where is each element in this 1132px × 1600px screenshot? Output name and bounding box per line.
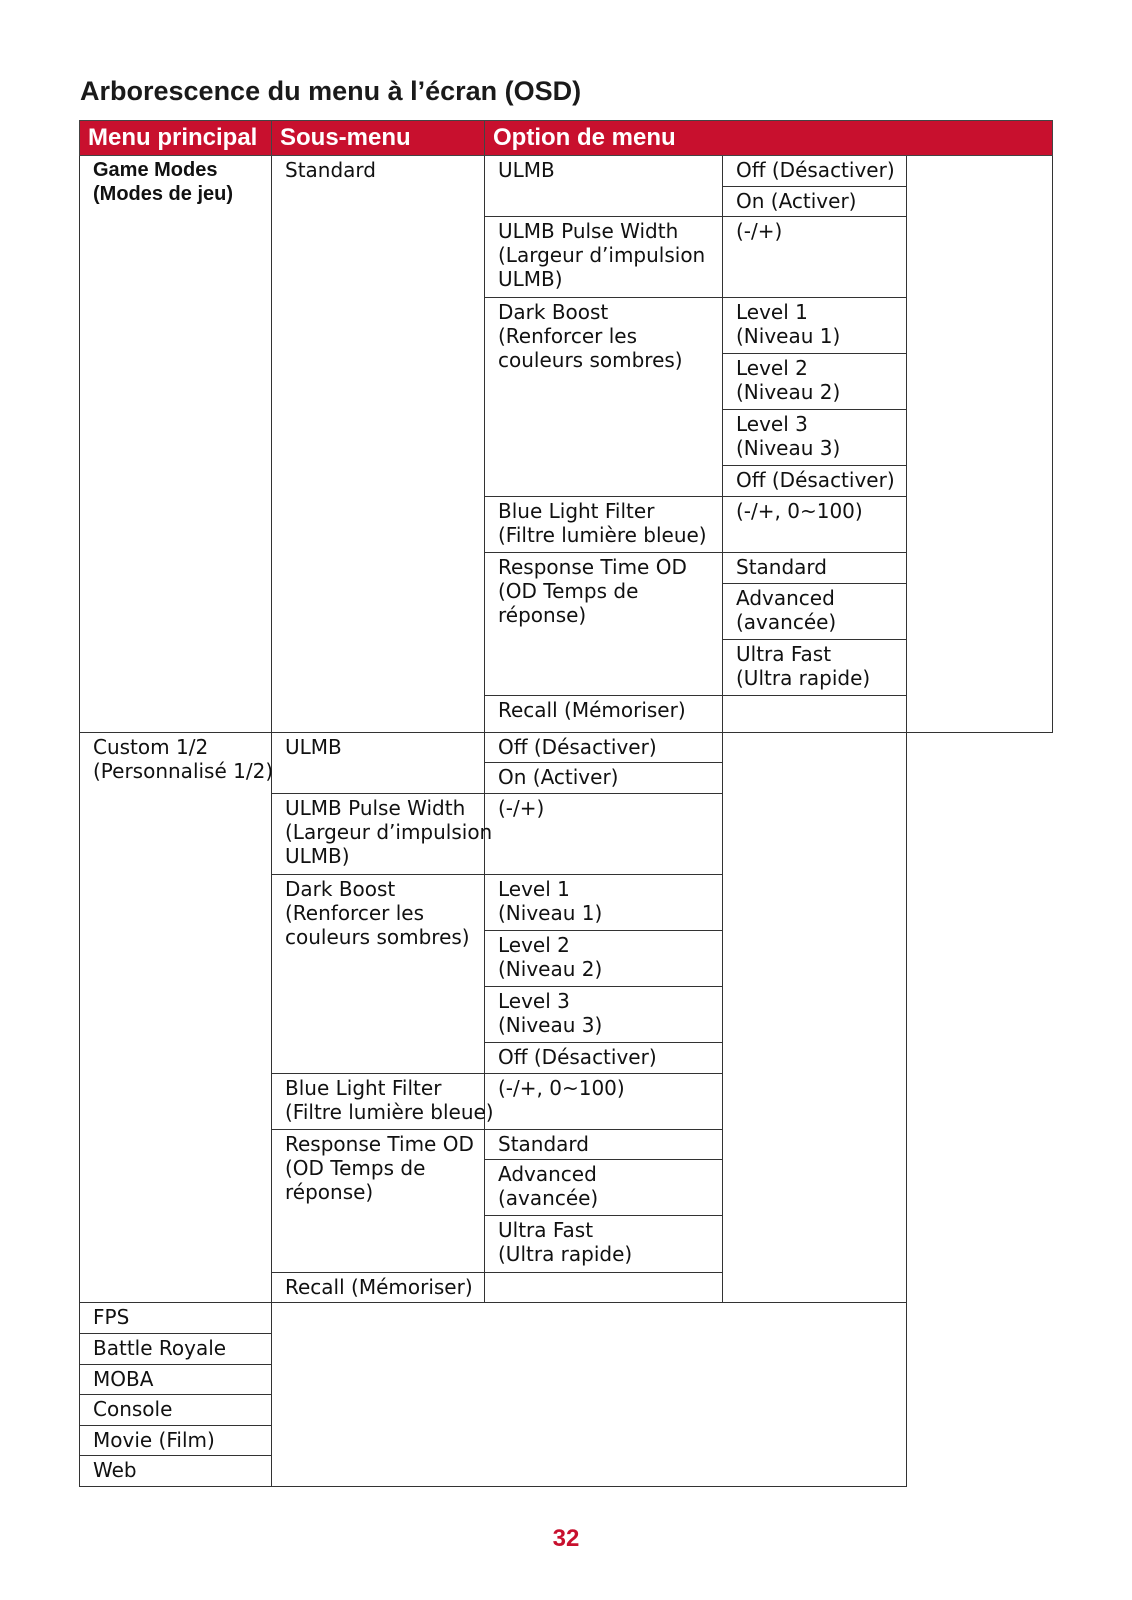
option-response-time-od: Response Time OD (OD Temps de réponse)	[485, 552, 723, 695]
main-menu-sublabel: (Modes de jeu)	[93, 183, 234, 205]
value-empty	[723, 695, 907, 732]
value-level-3: Level 3 (Niveau 3)	[723, 410, 907, 466]
option-dark-boost: Dark Boost (Renforcer les couleurs sombres)	[485, 297, 723, 496]
value-off: Off (Désactiver)	[723, 466, 907, 497]
submenu-console: Console	[80, 1395, 272, 1426]
option-blue-light-filter: Blue Light Filter (Filtre lumière bleue)	[485, 496, 723, 552]
option-response-time-od: Response Time OD (OD Temps de réponse)	[272, 1129, 485, 1272]
osd-menu-table	[79, 120, 1053, 1487]
value-advanced: Advanced (avancée)	[485, 1160, 723, 1216]
value-advanced: Advanced (avancée)	[723, 583, 907, 639]
value-level-2: Level 2 (Niveau 2)	[485, 930, 723, 986]
value-level-3: Level 3 (Niveau 3)	[485, 986, 723, 1042]
value-range: (-/+, 0~100)	[485, 1073, 723, 1129]
value-plus-minus: (-/+)	[485, 793, 723, 874]
main-menu-label: Game Modes	[93, 159, 218, 181]
option-blue-light-filter: Blue Light Filter (Filtre lumière bleue)	[272, 1073, 485, 1129]
page-title: Arborescence du menu à l’écran (OSD)	[80, 76, 582, 106]
value-off: Off (Désactiver)	[723, 156, 907, 187]
value-standard: Standard	[723, 552, 907, 583]
option-recall: Recall (Mémoriser)	[272, 1272, 485, 1303]
value-plus-minus: (-/+)	[723, 217, 907, 298]
option-ulmb-pulse-width: ULMB Pulse Width (Largeur d’impulsion ULMB)	[485, 217, 723, 298]
submenu-custom: Custom 1/2 (Personnalisé 1/2)	[80, 732, 272, 1303]
value-on: On (Activer)	[485, 763, 723, 794]
option-ulmb: ULMB	[485, 156, 723, 217]
submenu-movie: Movie (Film)	[80, 1425, 272, 1456]
header-main-menu: Menu principal	[80, 121, 272, 156]
value-off: Off (Désactiver)	[485, 732, 723, 763]
option-ulmb: ULMB	[272, 732, 485, 793]
header-sub-menu: Sous-menu	[272, 121, 485, 156]
header-row	[80, 121, 1053, 156]
submenu-moba: MOBA	[80, 1364, 272, 1395]
empty-column	[907, 156, 1053, 733]
empty-option-area	[272, 1303, 907, 1487]
submenu-fps: FPS	[80, 1303, 272, 1334]
value-on: On (Activer)	[723, 186, 907, 217]
option-dark-boost: Dark Boost (Renforcer les couleurs sombres)	[272, 874, 485, 1073]
header-menu-option: Option de menu	[485, 121, 1053, 156]
option-ulmb-pulse-width: ULMB Pulse Width (Largeur d’impulsion ULMB)	[272, 793, 485, 874]
value-off: Off (Désactiver)	[485, 1042, 723, 1073]
submenu-standard: Standard	[272, 156, 485, 733]
submenu-battle-royale: Battle Royale	[80, 1333, 272, 1364]
main-menu-game-modes	[80, 156, 272, 733]
empty-column	[723, 732, 907, 1303]
submenu-web: Web	[80, 1456, 272, 1487]
value-level-1: Level 1 (Niveau 1)	[485, 874, 723, 930]
value-level-2: Level 2 (Niveau 2)	[723, 353, 907, 409]
value-empty	[485, 1272, 723, 1303]
value-level-1: Level 1 (Niveau 1)	[723, 297, 907, 353]
value-ultra-fast: Ultra Fast (Ultra rapide)	[485, 1216, 723, 1272]
value-standard: Standard	[485, 1129, 723, 1160]
value-range: (-/+, 0~100)	[723, 496, 907, 552]
value-ultra-fast: Ultra Fast (Ultra rapide)	[723, 639, 907, 695]
option-recall: Recall (Mémoriser)	[485, 695, 723, 732]
page-number: 32	[552, 1525, 580, 1552]
